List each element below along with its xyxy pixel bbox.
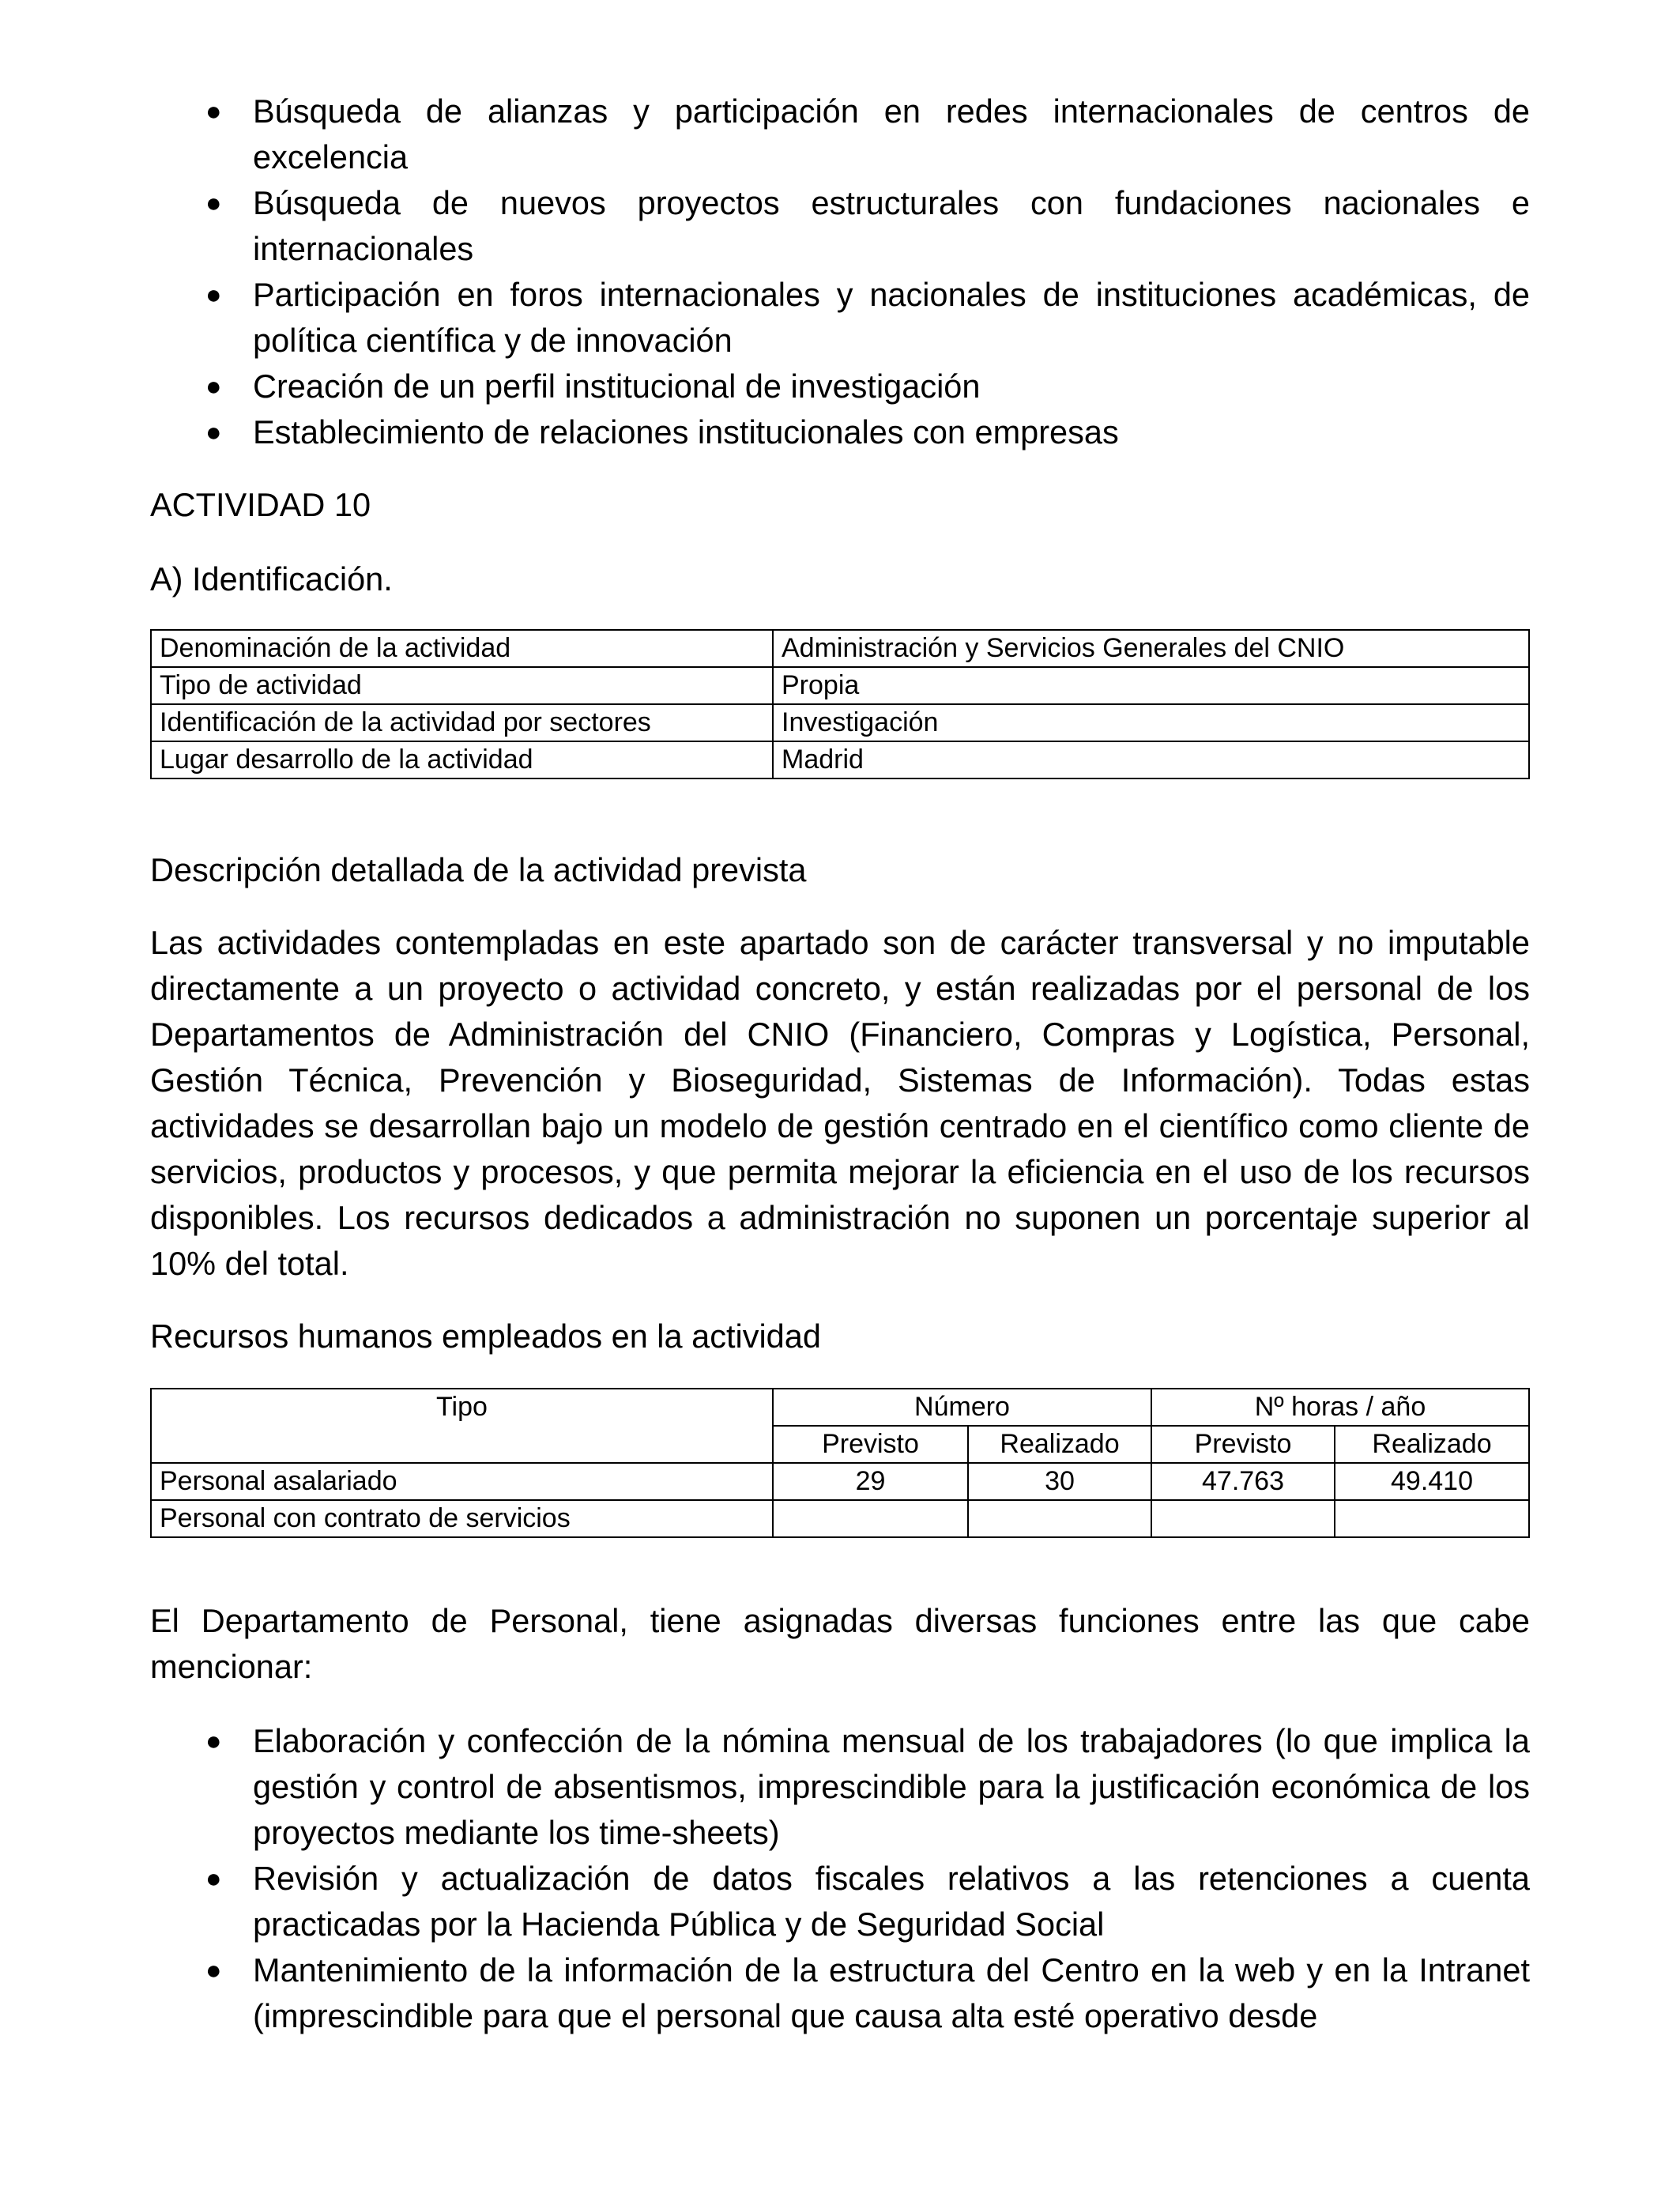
header-numero: Número xyxy=(773,1389,1151,1426)
table-cell-tipo: Personal asalariado xyxy=(151,1463,773,1500)
table-cell-value: Investigación xyxy=(773,704,1529,741)
table-cell-value: Madrid xyxy=(773,741,1529,778)
bullet-icon: ● xyxy=(205,280,222,310)
table-cell-horas-previsto: 47.763 xyxy=(1151,1463,1335,1500)
table-cell-value: Propia xyxy=(773,667,1529,704)
subheader-previsto: Previsto xyxy=(773,1426,968,1463)
document-page xyxy=(150,89,1530,2039)
table-row xyxy=(151,630,1529,667)
table-cell-horas-realizado: 49.410 xyxy=(1335,1463,1529,1500)
table-cell-value: Administración y Servicios Generales del CNIO xyxy=(773,630,1529,667)
bottom-bullet-list xyxy=(150,1718,1530,2039)
bullet-icon: ● xyxy=(205,1955,222,1985)
bullet-item: ● Búsqueda de alianzas y participación en redes internacionales de centros de excelencia xyxy=(150,89,1530,180)
bullet-item: ● Revisión y actualización de datos fiscales relativos a las retenciones a cuenta practicadas por la Hacienda Pública y de Seguridad Social xyxy=(150,1856,1530,1947)
table-row xyxy=(151,1500,1529,1537)
bullet-item: ● Participación en foros internacionales y nacionales de instituciones académicas, de política científica y de innovación xyxy=(150,272,1530,364)
table-cell-num-previsto xyxy=(773,1500,968,1537)
table-header-row xyxy=(151,1389,1529,1426)
personal-intro-paragraph: El Departamento de Personal, tiene asignadas diversas funciones entre las que cabe mencionar: xyxy=(150,1602,1530,1685)
table-row xyxy=(151,741,1529,778)
table-cell-label: Tipo de actividad xyxy=(151,667,773,704)
table-cell-label: Lugar desarrollo de la actividad xyxy=(151,741,773,778)
table-cell-horas-realizado xyxy=(1335,1500,1529,1537)
table-row xyxy=(151,667,1529,704)
header-tipo: Tipo xyxy=(151,1389,773,1463)
bullet-icon: ● xyxy=(205,1726,222,1756)
table-cell-num-realizado xyxy=(968,1500,1151,1537)
bullet-item: ● Elaboración y confección de la nómina mensual de los trabajadores (lo que implica la gestión y control de absentismos, imprescindible para la justificación económica de los proyectos mediante los time-sheets) xyxy=(150,1718,1530,1856)
table-cell-num-previsto: 29 xyxy=(773,1463,968,1500)
top-bullet-list xyxy=(150,89,1530,455)
bullet-item: ● Establecimiento de relaciones institucionales con empresas xyxy=(150,409,1530,455)
table-cell-num-realizado: 30 xyxy=(968,1463,1151,1500)
bullet-item: ● Búsqueda de nuevos proyectos estructurales con fundaciones nacionales e internacionales xyxy=(150,180,1530,272)
table-row xyxy=(151,704,1529,741)
identification-table xyxy=(150,629,1530,779)
identification-heading: A) Identificación. xyxy=(150,560,393,598)
bullet-icon: ● xyxy=(205,96,222,126)
activity-heading: ACTIVIDAD 10 xyxy=(150,486,371,523)
table-cell-label: Identificación de la actividad por sectores xyxy=(151,704,773,741)
bullet-item: ● Creación de un perfil institucional de investigación xyxy=(150,364,1530,409)
bullet-icon: ● xyxy=(205,188,222,218)
header-horas: Nº horas / año xyxy=(1151,1389,1529,1426)
description-heading: Descripción detallada de la actividad prevista xyxy=(150,851,807,888)
bullet-icon: ● xyxy=(205,371,222,401)
subheader-realizado: Realizado xyxy=(968,1426,1151,1463)
bullet-icon: ● xyxy=(205,1864,222,1894)
table-cell-tipo: Personal con contrato de servicios xyxy=(151,1500,773,1537)
subheader-previsto: Previsto xyxy=(1151,1426,1335,1463)
subheader-realizado: Realizado xyxy=(1335,1426,1529,1463)
hr-table xyxy=(150,1388,1530,1538)
hr-heading: Recursos humanos empleados en la actividad xyxy=(150,1318,821,1355)
table-cell-label: Denominación de la actividad xyxy=(151,630,773,667)
description-paragraph: Las actividades contempladas en este apartado son de carácter transversal y no imputable directamente a un proyecto o actividad concreto, y están realizadas por el personal de los Departamentos de Administración del CNIO (Financiero, Compras y Logística, Personal, Gestión Técnica, Prevención y Bioseguridad, Sistemas de Información). Todas estas actividades se desarrollan bajo un modelo de gestión centrado en el científico como cliente de servicios, productos y procesos, y que permita mejorar la eficiencia en el uso de los recursos disponibles. Los recursos dedicados a administración no suponen un porcentaje superior al 10% del total. xyxy=(150,924,1530,1282)
bullet-icon: ● xyxy=(205,417,222,447)
table-row xyxy=(151,1463,1529,1500)
table-cell-horas-previsto xyxy=(1151,1500,1335,1537)
bullet-item: ● Mantenimiento de la información de la estructura del Centro en la web y en la Intranet (imprescindible para que el personal que causa alta esté operativo desde xyxy=(150,1947,1530,2039)
